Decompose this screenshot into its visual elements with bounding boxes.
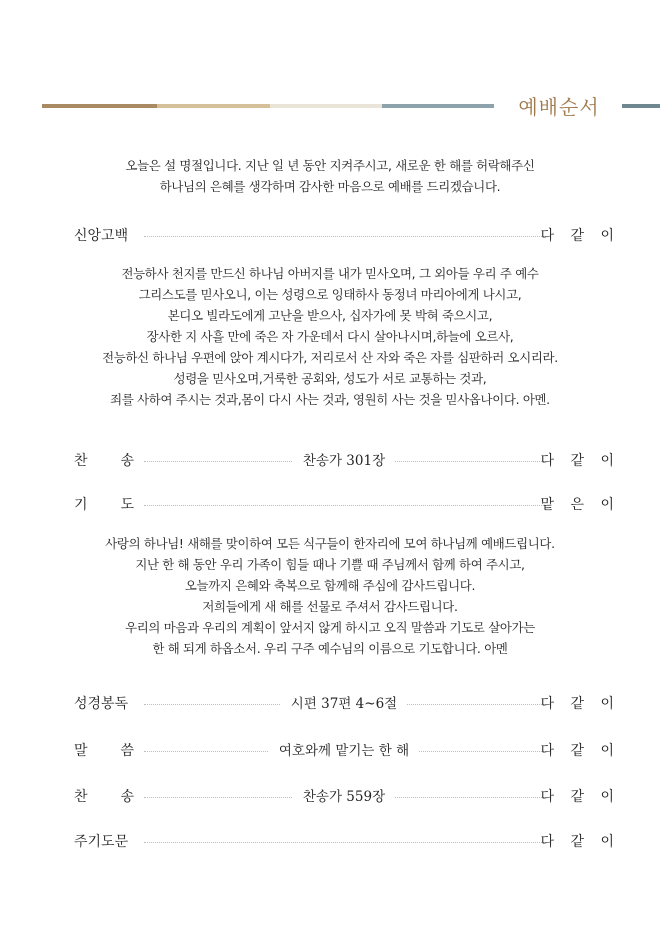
order-label: 주기도문 xyxy=(74,834,129,850)
order-leader: 다 같 이 xyxy=(540,743,620,759)
order-leader: 맡 은 이 xyxy=(540,497,620,513)
intro-paragraph xyxy=(60,155,600,197)
order-row-lords-prayer xyxy=(74,830,620,854)
order-leader: 다 같 이 xyxy=(540,834,620,850)
order-label: 찬송 xyxy=(74,453,168,469)
order-label: 기도 xyxy=(74,497,168,513)
order-label: 찬송 xyxy=(74,789,168,805)
intro-line: 오늘은 설 명절입니다. 지난 일 년 동안 지켜주시고, 새로운 한 해를 허락해주신 xyxy=(125,158,535,173)
order-content: 찬송가 559장 xyxy=(293,785,395,809)
dotted-leader xyxy=(144,842,546,843)
order-leader: 다 같 이 xyxy=(540,789,620,805)
creed-line: 본디오 빌라도에게 고난을 받으사, 십자가에 못 박혀 죽으시고, xyxy=(167,308,493,323)
order-label: 신앙고백 xyxy=(74,228,129,244)
prayer-line: 우리의 마음과 우리의 계획이 앞서지 않게 하시고 오직 말씀과 기도로 살아가는 xyxy=(125,620,535,635)
intro-line: 하나님의 은혜를 생각하며 감사한 마음으로 예배를 드리겠습니다. xyxy=(159,179,501,194)
prayer-paragraph xyxy=(60,533,600,659)
order-row-sermon xyxy=(74,739,620,763)
prayer-line: 지난 한 해 동안 우리 가족이 힘들 때나 기쁠 때 주님께서 함께 하여 주시고, xyxy=(135,557,525,572)
creed-line: 죄를 사하여 주시는 것과,몸이 다시 사는 것과, 영원히 사는 것을 믿사옵나이다. 아멘. xyxy=(110,392,550,407)
header-bar-4 xyxy=(382,104,494,108)
prayer-line: 저희들에게 새 해를 선물로 주셔서 감사드립니다. xyxy=(202,599,458,614)
order-row-hymn-2 xyxy=(74,785,620,809)
order-row-scripture xyxy=(74,692,620,716)
order-leader: 다 같 이 xyxy=(540,696,620,712)
order-row-creed xyxy=(74,224,620,248)
order-leader: 다 같 이 xyxy=(540,228,620,244)
creed-line: 전능하신 하나님 우편에 앉아 계시다가, 저리로서 산 자와 죽은 자를 심판하러 오시리라. xyxy=(102,350,558,365)
creed-paragraph xyxy=(60,263,600,410)
creed-line: 전능하사 천지를 만드신 하나님 아버지를 내가 믿사오며, 그 외아들 우리 주 예수 xyxy=(121,266,539,281)
creed-line: 성령을 믿사오며,거룩한 공회와, 성도가 서로 교통하는 것과, xyxy=(173,371,487,386)
creed-line: 그리스도를 믿사오니, 이는 성령으로 잉태하사 동정녀 마리아에게 나시고, xyxy=(138,287,522,302)
header-bar-2 xyxy=(157,104,270,108)
order-content: 찬송가 301장 xyxy=(293,449,395,473)
header-bar-3 xyxy=(270,104,382,108)
page-title: 예배순서 xyxy=(518,95,600,119)
prayer-line: 오늘까지 은혜와 축복으로 함께해 주심에 감사드립니다. xyxy=(184,578,476,593)
dotted-leader xyxy=(144,236,546,237)
order-label: 말씀 xyxy=(74,743,168,759)
prayer-line: 한 해 되게 하옵소서. 우리 구주 예수님의 이름으로 기도합니다. 아멘 xyxy=(152,641,508,656)
order-row-prayer xyxy=(74,493,620,517)
order-content: 시편 37편 4~6절 xyxy=(281,692,407,716)
header-bar-1 xyxy=(42,104,157,108)
creed-line: 장사한 지 사흘 만에 죽은 자 가운데서 다시 살아나시며,하늘에 오르사, xyxy=(146,329,514,344)
dotted-leader xyxy=(144,505,546,506)
order-leader: 다 같 이 xyxy=(540,453,620,469)
order-content: 여호와께 맡기는 한 해 xyxy=(269,739,419,763)
order-row-hymn-1 xyxy=(74,449,620,473)
prayer-line: 사랑의 하나님! 새해를 맞이하여 모든 식구들이 한자리에 모여 하나님께 예배드립니다. xyxy=(105,536,555,551)
header-bar-5 xyxy=(622,104,660,108)
order-label: 성경봉독 xyxy=(74,696,129,712)
